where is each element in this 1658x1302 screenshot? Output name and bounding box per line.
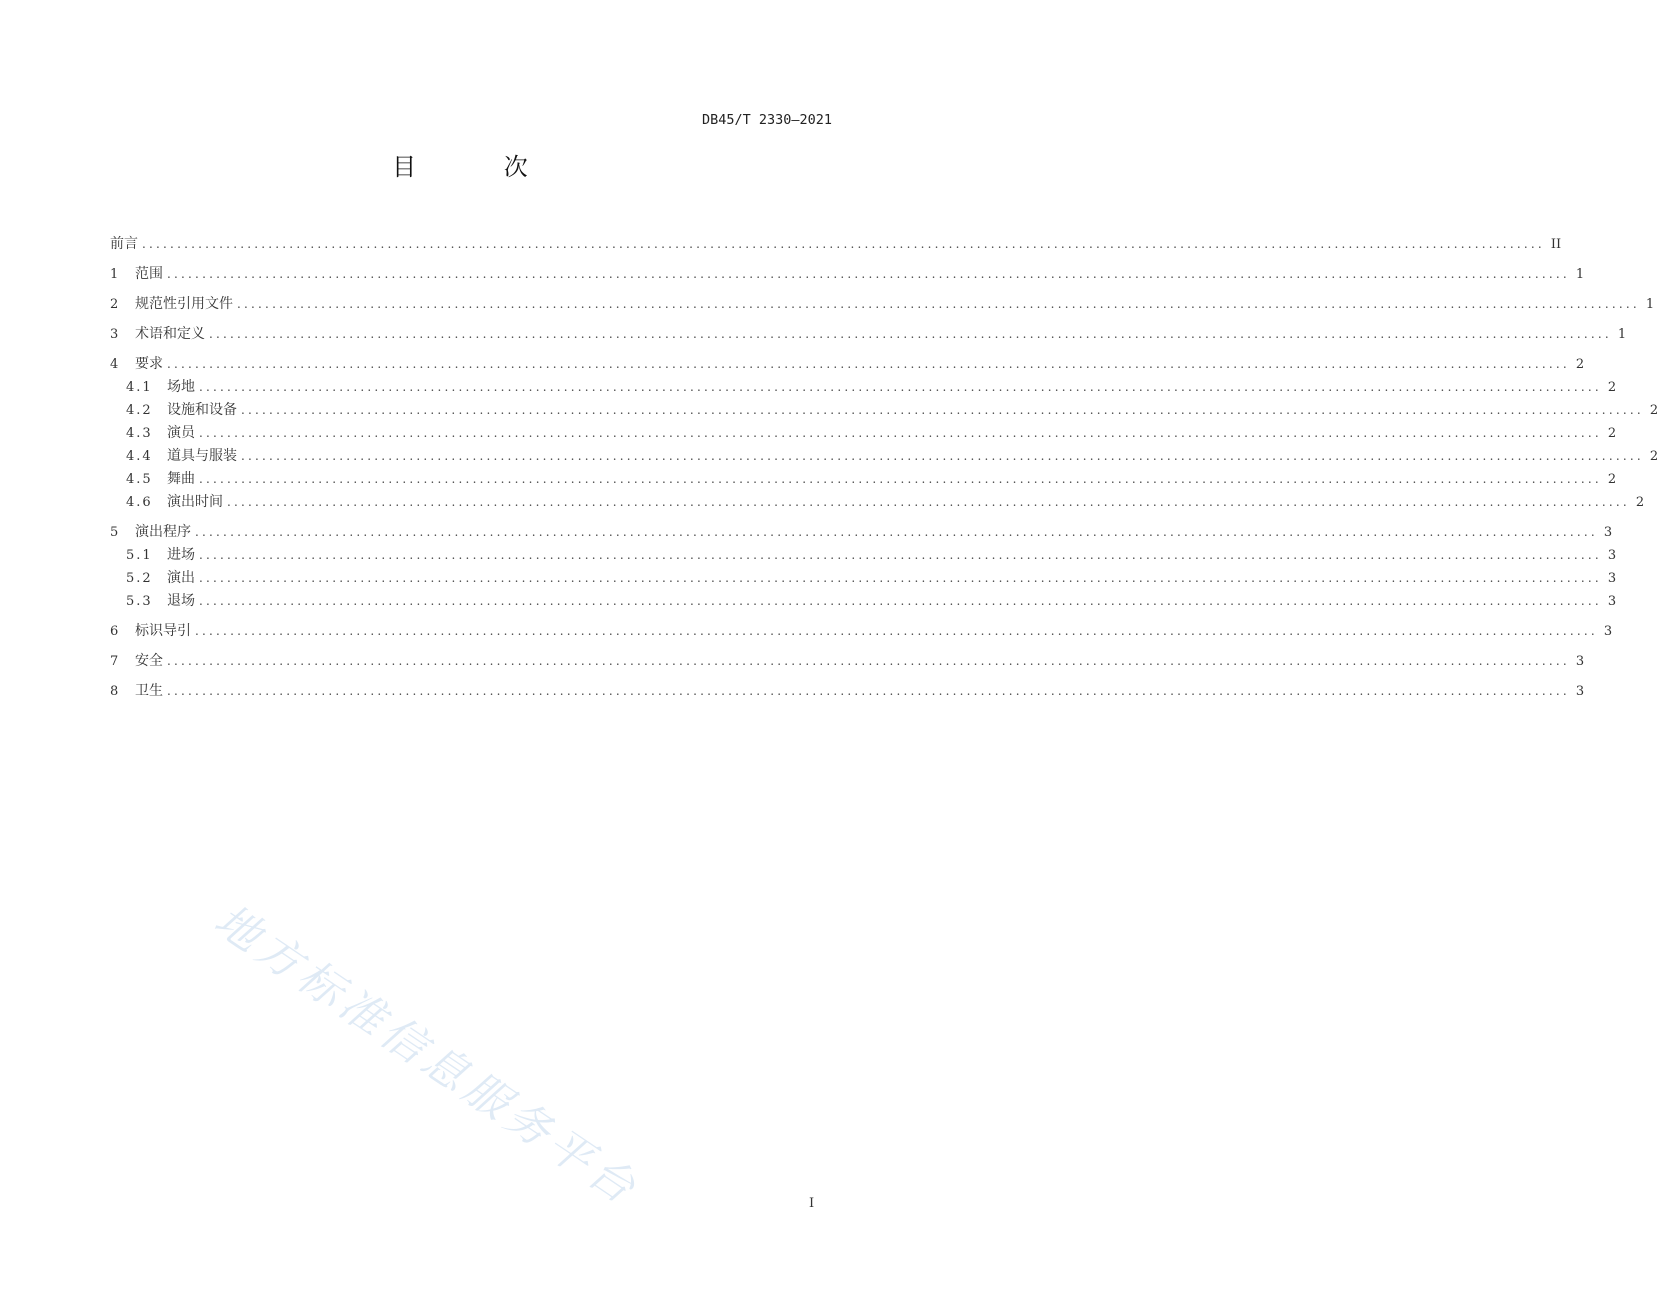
table-of-contents [110,233,1658,702]
toc-entry-label: 卫生 [135,683,163,699]
toc-entry-label: 范围 [135,266,163,282]
toc-dot-leader: ........................................................................................................................................................................................................ [199,594,1602,608]
toc-entry-label: 要求 [135,356,163,372]
toc-entry-page: 3 [1607,548,1617,563]
toc-entry[interactable] [110,567,1617,589]
toc-entry-number: 2 [110,297,119,312]
toc-entry[interactable] [110,468,1617,490]
toc-entry[interactable] [110,650,1585,672]
toc-entry-page: 1 [1617,327,1627,342]
toc-entry[interactable] [110,521,1613,543]
toc-entry-number: 6 [110,624,119,639]
toc-entry-page: 2 [1607,472,1617,487]
toc-entry[interactable] [110,491,1645,513]
toc-entry-page: 3 [1607,571,1617,586]
toc-entry-label: 演出程序 [135,524,191,540]
toc-entry-page: 2 [1607,380,1617,395]
toc-entry-number: 5.3 [126,594,153,609]
toc-entry-label: 安全 [135,653,163,669]
toc-entry-page: 3 [1575,654,1585,669]
toc-entry-label: 退场 [167,593,195,609]
toc-entry-number: 4.2 [126,403,153,418]
toc-dot-leader: ........................................................................................................................................................................................................ [167,684,1570,698]
toc-entry-page: 2 [1575,357,1585,372]
toc-entry-label: 演员 [167,425,195,441]
toc-entry-number: 4.4 [126,449,153,464]
toc-entry-page: 2 [1607,426,1617,441]
toc-entry-label: 道具与服装 [167,448,237,464]
toc-entry-page: 2 [1649,403,1658,418]
toc-entry[interactable] [110,445,1658,467]
toc-entry-label: 规范性引用文件 [135,296,233,312]
toc-entry-number: 1 [110,267,119,282]
toc-entry[interactable] [110,399,1658,421]
toc-entry-number: 4 [110,357,119,372]
watermark-text: 地方标准信息服务平台 [205,894,649,1217]
toc-entry-label: 术语和定义 [135,326,205,342]
toc-entry-number: 4.6 [126,495,153,510]
toc-entry-page: 3 [1607,594,1617,609]
toc-dot-leader: ........................................................................................................................................................................................................ [142,237,1545,251]
toc-entry[interactable] [110,620,1613,642]
toc-dot-leader: ........................................................................................................................................................................................................ [195,624,1598,638]
toc-entry[interactable] [110,422,1617,444]
toc-entry-number: 4.1 [126,380,153,395]
page-title: 目 次 [392,153,568,181]
toc-entry-number: 4.3 [126,426,153,441]
toc-entry[interactable] [110,544,1617,566]
toc-entry-number: 7 [110,654,119,669]
toc-entry-label: 前言 [110,236,138,252]
toc-entry-label: 设施和设备 [167,402,237,418]
toc-dot-leader: ........................................................................................................................................................................................................ [199,380,1602,394]
toc-entry[interactable] [110,353,1585,375]
toc-entry-number: 5.1 [126,548,153,563]
toc-entry-number: 4.5 [126,472,153,487]
toc-entry-page: 1 [1645,297,1655,312]
toc-entry[interactable] [110,323,1627,345]
toc-dot-leader: ........................................................................................................................................................................................................ [199,571,1602,585]
toc-entry-label: 舞曲 [167,471,195,487]
toc-entry-page: 3 [1575,684,1585,699]
toc-entry-page: 2 [1635,495,1645,510]
toc-dot-leader: ........................................................................................................................................................................................................ [237,297,1640,311]
toc-dot-leader: ........................................................................................................................................................................................................ [167,357,1570,371]
toc-dot-leader: ........................................................................................................................................................................................................ [209,327,1612,341]
toc-entry-page: II [1550,237,1562,252]
toc-dot-leader: ........................................................................................................................................................................................................ [199,472,1602,486]
toc-dot-leader: ........................................................................................................................................................................................................ [227,495,1630,509]
toc-entry[interactable] [110,293,1655,315]
toc-dot-leader: ........................................................................................................................................................................................................ [167,654,1570,668]
toc-dot-leader: ........................................................................................................................................................................................................ [195,525,1598,539]
toc-entry[interactable] [110,233,1562,255]
toc-dot-leader: ........................................................................................................................................................................................................ [241,403,1644,417]
toc-dot-leader: ........................................................................................................................................................................................................ [241,449,1644,463]
toc-entry-page: 3 [1603,525,1613,540]
toc-entry-label: 演出 [167,570,195,586]
toc-entry[interactable] [110,263,1585,285]
toc-entry-label: 演出时间 [167,494,223,510]
toc-entry-number: 3 [110,327,119,342]
toc-entry[interactable] [110,376,1617,398]
toc-entry-label: 标识导引 [135,623,191,639]
toc-dot-leader: ........................................................................................................................................................................................................ [199,548,1602,562]
toc-entry-page: 1 [1575,267,1585,282]
toc-entry-label: 进场 [167,547,195,563]
toc-entry-label: 场地 [167,379,195,395]
toc-entry-number: 5.2 [126,571,153,586]
toc-entry-page: 3 [1603,624,1613,639]
page-number: I [809,1196,815,1211]
toc-dot-leader: ........................................................................................................................................................................................................ [199,426,1602,440]
toc-entry[interactable] [110,680,1585,702]
toc-dot-leader: ........................................................................................................................................................................................................ [167,267,1570,281]
toc-entry-number: 8 [110,684,119,699]
toc-entry[interactable] [110,590,1617,612]
toc-entry-number: 5 [110,525,119,540]
document-code: DB45/T 2330—2021 [701,112,832,128]
toc-entry-page: 2 [1649,449,1658,464]
